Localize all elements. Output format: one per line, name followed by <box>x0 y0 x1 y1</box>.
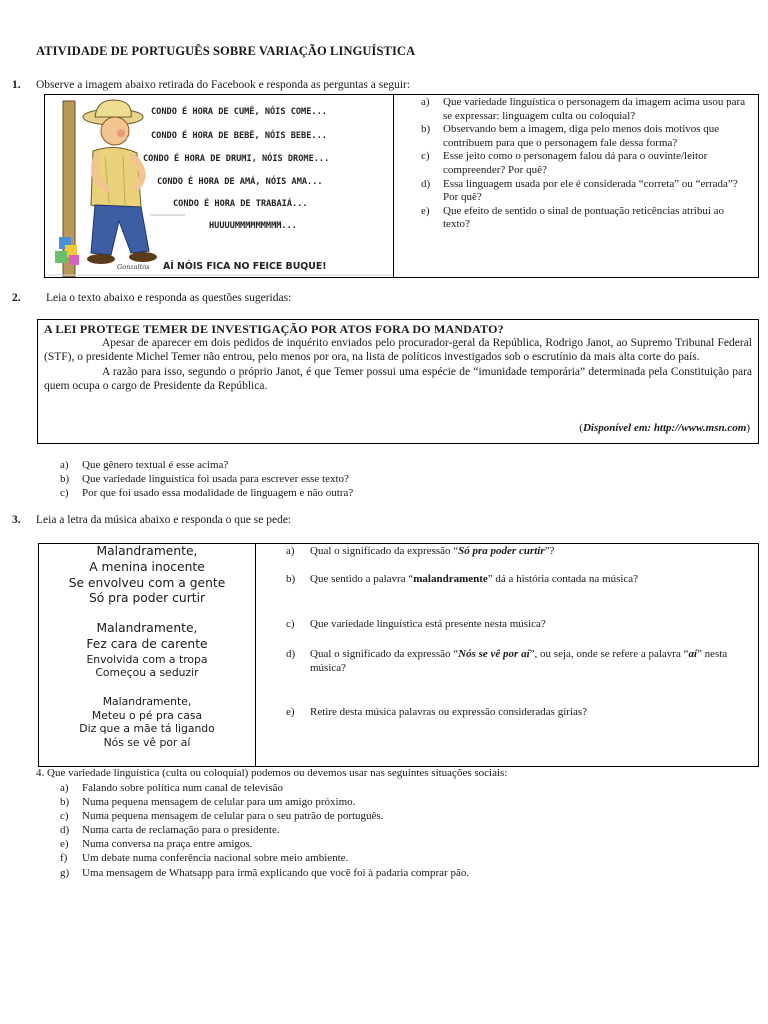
question-4-header: 4. Que variedade linguística (culta ou coloquial) podemos ou devemos usar nas seguintes situações sociais: <box>36 767 508 779</box>
cartoon-line: HUUUUMMMMMMMMM... <box>209 221 297 231</box>
list-item: d) Numa carta de reclamação para o presidente. <box>60 824 280 837</box>
question-2-header <box>12 292 291 304</box>
list-item: c) Esse jeito como o personagem falou dá para o ouvinte/leitor compreender? Por quê? <box>421 150 708 176</box>
lyric-line: Só pra poder curtir <box>88 591 206 606</box>
list-item: e) Retire desta música palavras ou expressão consideradas gírias? <box>286 706 588 718</box>
lyrics-stanza <box>39 621 255 653</box>
question-text: Leia o texto abaixo e responda as questões sugeridas: <box>46 292 292 304</box>
list-item: c) Que variedade linguística está presente nesta música? <box>286 618 546 630</box>
question-number: 3. <box>12 514 21 526</box>
list-item: b) Observando bem a imagem, diga pelo menos dois motivos que contribuem para que o personagem fale dessa forma? <box>421 123 720 149</box>
lyric-line: Meteu o pé pra casa <box>91 708 203 722</box>
lyric-line: Diz que a mãe tá ligando <box>79 722 215 736</box>
list-item: a) Que variedade linguística o personagem da imagem acima usou para se expressar: linguagem culta ou coloquial? <box>421 96 746 122</box>
question-text: Leia a letra da música abaixo e responda o que se pede: <box>36 514 292 526</box>
list-item: d) Qual o significado da expressão “Nós se vê por aí”, ou seja, onde se refere a palavra “aí” nesta música? <box>286 648 728 674</box>
list-item: c) Por que foi usado essa modalidade de linguagem e não outra? <box>60 487 354 499</box>
question-3-subquestions <box>256 544 758 766</box>
song-box <box>38 543 759 767</box>
lyric-line: Fez cara de carente <box>86 636 208 651</box>
lyric-line: Malandramente, <box>96 544 198 558</box>
list-item: f) Um debate numa conferência nacional sobre meio ambiente. <box>60 852 349 865</box>
lyric-line: Nós se vê por aí <box>103 735 191 749</box>
cartoon-image <box>45 95 394 277</box>
list-item: b) Que sentido a palavra “malandramente” dá a história contada na música? <box>286 573 639 585</box>
list-item: c) Numa pequena mensagem de celular para o seu patrão de português. <box>60 810 384 823</box>
lyric-line: Malandramente, <box>102 694 192 708</box>
list-item: g) Uma mensagem de Whatsapp para irmã explicando que você foi à padaria comprar pão. <box>60 866 470 879</box>
cartoon-line: CONDO É HORA DE TRABAIÁ... <box>173 199 308 209</box>
list-item: b) Que variedade linguística foi usada para escrever esse texto? <box>60 473 349 485</box>
cartoon-line: CONDO É HORA DE CUMÊ, NÓIS COME... <box>151 107 327 117</box>
lyrics-stanza <box>39 544 255 607</box>
lyrics-stanza <box>39 695 255 749</box>
cartoon-line: CONDO É HORA DE DRUMI, NÓIS DROME... <box>143 154 330 164</box>
question-2-subquestions <box>60 458 353 500</box>
question-1-box <box>44 94 759 278</box>
song-lyrics <box>39 544 256 766</box>
question-1-header <box>12 79 410 91</box>
lyric-line: Começou a seduzir <box>95 666 199 680</box>
question-1-subquestions <box>393 95 758 277</box>
lyrics-stanza <box>39 653 255 680</box>
cartoon-signature: Gonzaltos <box>117 263 150 271</box>
article-paragraph: Apesar de aparecer em dois pedidos de inquérito enviados pelo procurador-geral da República, Rodrigo Janot, ao Supremo Tribunal Federal (STF), o presidente Michel Temer não entrou, pelo menos por ora, na lista de políticos investigados sob o escrutínio da mais alta corte do país. <box>44 337 752 364</box>
lyric-line: Malandramente, <box>96 621 198 636</box>
list-item: e) Que efeito de sentido o sinal de pontuação reticências atribui ao texto? <box>421 204 725 231</box>
question-3-header <box>12 514 291 526</box>
lyric-line: Se envolveu com a gente <box>68 575 226 590</box>
list-item: a) Qual o significado da expressão “Só pra poder curtir”? <box>286 545 555 557</box>
page-title: ATIVIDADE DE PORTUGUÊS SOBRE VARIAÇÃO LINGUÍSTICA <box>36 44 416 58</box>
question-4-items <box>60 781 469 880</box>
question-number: 2. <box>12 292 21 304</box>
cartoon-line: CONDO É HORA DE AMÁ, NÓIS AMA... <box>157 177 323 187</box>
cartoon-punchline: AÍ NÓIS FICA NO FEICE BUQUE! <box>163 261 327 272</box>
lyric-line: A menina inocente <box>89 559 205 574</box>
article-source: (Disponível em: http://www.msn.com) <box>579 421 750 434</box>
article-title: A LEI PROTEGE TEMER DE INVESTIGAÇÃO POR ATOS FORA DO MANDATO? <box>44 322 504 336</box>
article-paragraph: A razão para isso, segundo o próprio Janot, é que Temer possui uma espécie de “imunidade temporária” determinada pela Constituição para quem ocupa o cargo de Presidente da República. <box>44 365 752 392</box>
list-item: e) Numa conversa na praça entre amigos. <box>60 838 253 851</box>
list-item: a) Falando sobre política num canal de televisão <box>60 782 283 794</box>
list-item: b) Numa pequena mensagem de celular para um amigo próximo. <box>60 796 356 809</box>
question-number: 1. <box>12 79 21 91</box>
list-item: d) Essa linguagem usada por ele é considerada “correta” ou “errada”? Por quê? <box>421 177 738 204</box>
lyric-line: Envolvida com a tropa <box>86 652 208 666</box>
list-item: a) Que gênero textual é esse acima? <box>60 459 229 471</box>
article-box <box>37 319 759 444</box>
cartoon-line: CONDO É HORA DE BEBÊ, NÓIS BEBE... <box>151 131 327 141</box>
question-text: Observe a imagem abaixo retirada do Facebook e responda as perguntas a seguir: <box>36 79 411 91</box>
